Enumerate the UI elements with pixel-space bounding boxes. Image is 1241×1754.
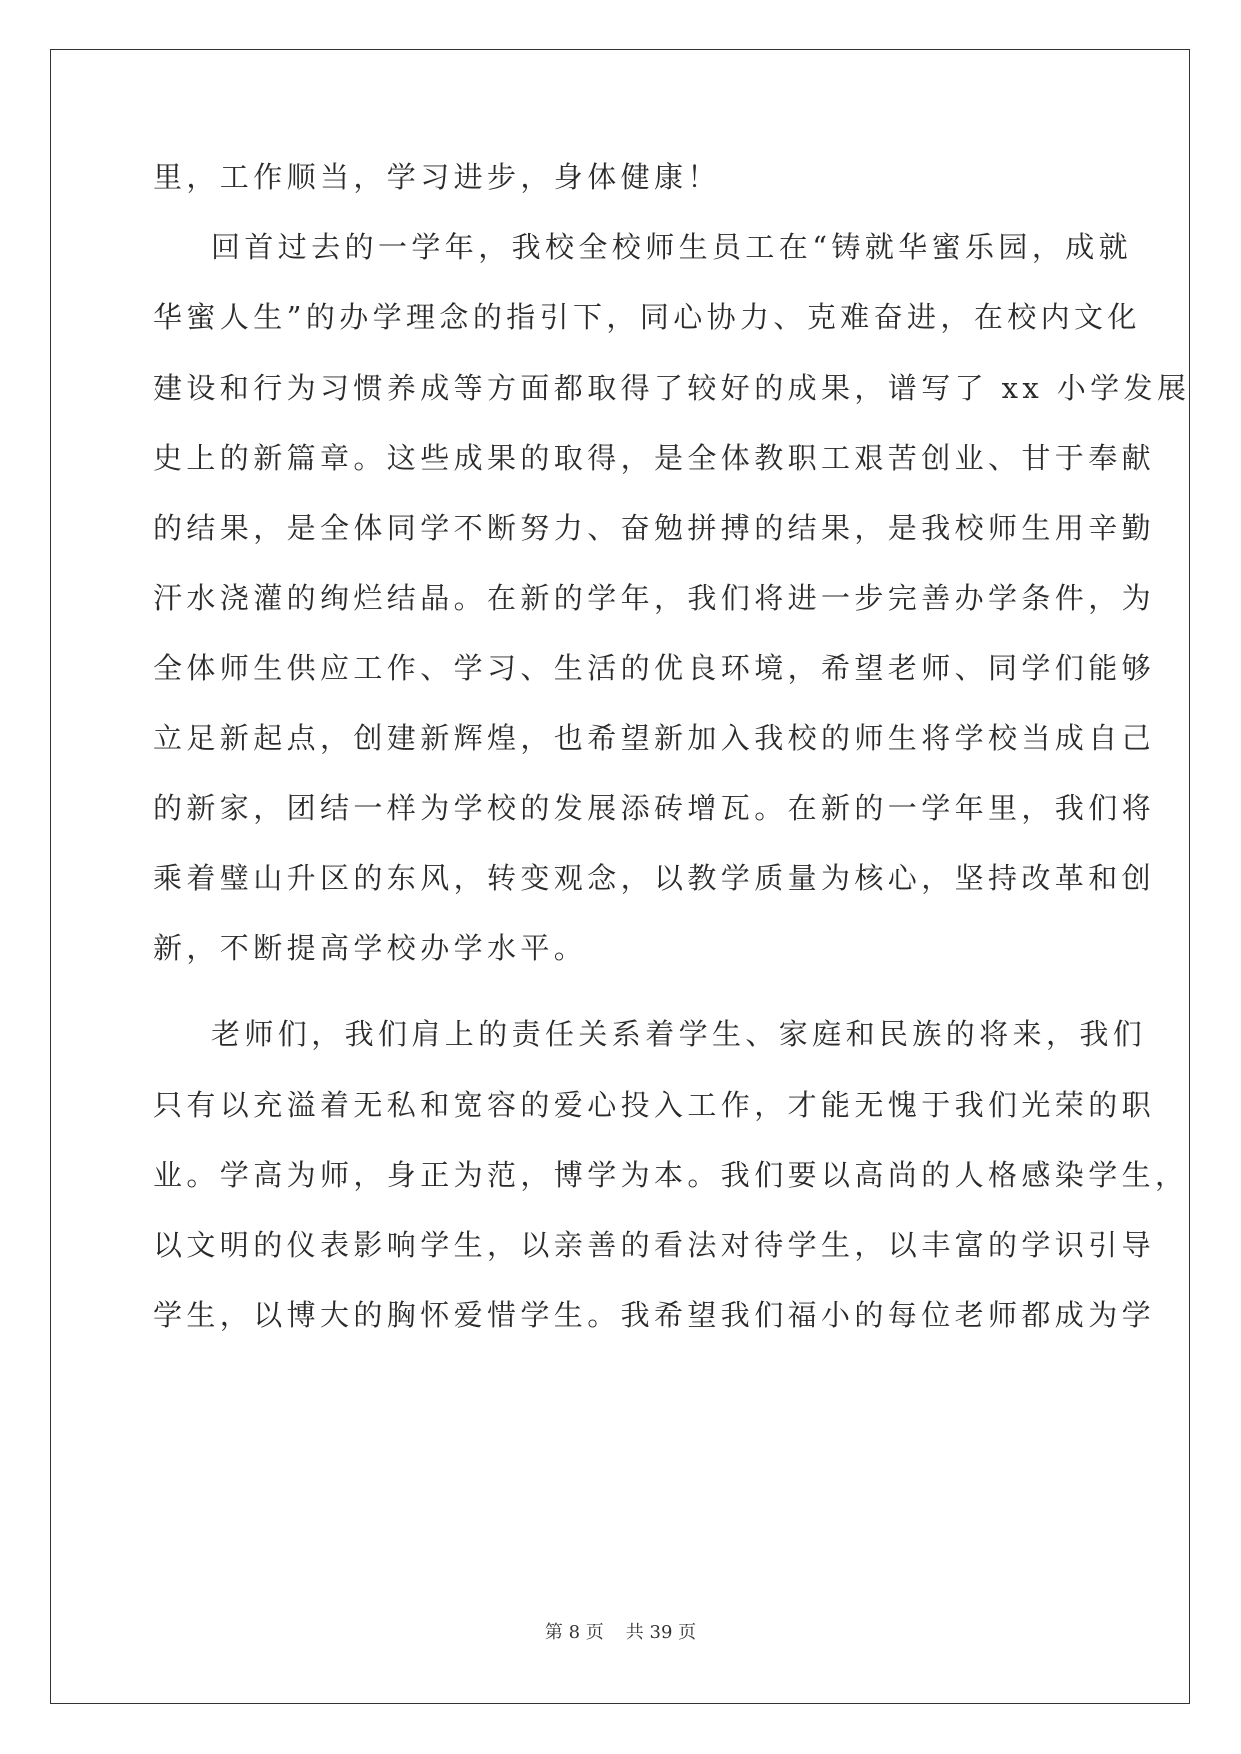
page-total: 共 39 页 [625, 1622, 697, 1643]
text-line: 汗水浇灌的绚烂结晶。在新的学年，我们将进一步完善办学条件，为 [153, 581, 1156, 615]
text-line: 立足新起点，创建新辉煌，也希望新加入我校的师生将学校当成自己 [153, 721, 1156, 755]
text-line: 华蜜人生”的办学理念的指引下，同心协力、克难奋进，在校内文化 [153, 300, 1141, 334]
paragraph-first-line: 老师们，我们肩上的责任关系着学生、家庭和民族的将来，我们 [211, 1017, 1147, 1051]
text-line: 里，工作顺当，学习进步，身体健康！ [153, 160, 721, 194]
text-line: 的结果，是全体同学不断努力、奋勉拼搏的结果，是我校师生用辛勤 [153, 511, 1156, 545]
text-line: 建设和行为习惯养成等方面都取得了较好的成果，谱写了 xx 小学发展 [153, 371, 1191, 405]
text-line: 只有以充溢着无私和宽容的爱心投入工作，才能无愧于我们光荣的职 [153, 1088, 1156, 1122]
text-line: 学生，以博大的胸怀爱惜学生。我希望我们福小的每位老师都成为学 [153, 1298, 1156, 1332]
text-line: 的新家，团结一样为学校的发展添砖增瓦。在新的一学年里，我们将 [153, 791, 1156, 825]
text-line: 新，不断提高学校办学水平。 [153, 931, 588, 965]
page-number: 第 8 页 [544, 1622, 604, 1643]
text-line: 史上的新篇章。这些成果的取得，是全体教职工艰苦创业、甘于奉献 [153, 441, 1156, 475]
text-line: 业。学高为师，身正为范，博学为本。我们要以高尚的人格感染学生， [153, 1158, 1189, 1192]
text-line: 乘着璧山升区的东风，转变观念，以教学质量为核心，坚持改革和创 [153, 861, 1156, 895]
paragraph-first-line: 回首过去的一学年，我校全校师生员工在“铸就华蜜乐园，成就 [211, 230, 1133, 264]
text-line: 全体师生供应工作、学习、生活的优良环境，希望老师、同学们能够 [153, 651, 1156, 685]
page-footer [0, 1621, 1241, 1645]
text-line: 以文明的仪表影响学生，以亲善的看法对待学生，以丰富的学识引导 [153, 1228, 1156, 1262]
